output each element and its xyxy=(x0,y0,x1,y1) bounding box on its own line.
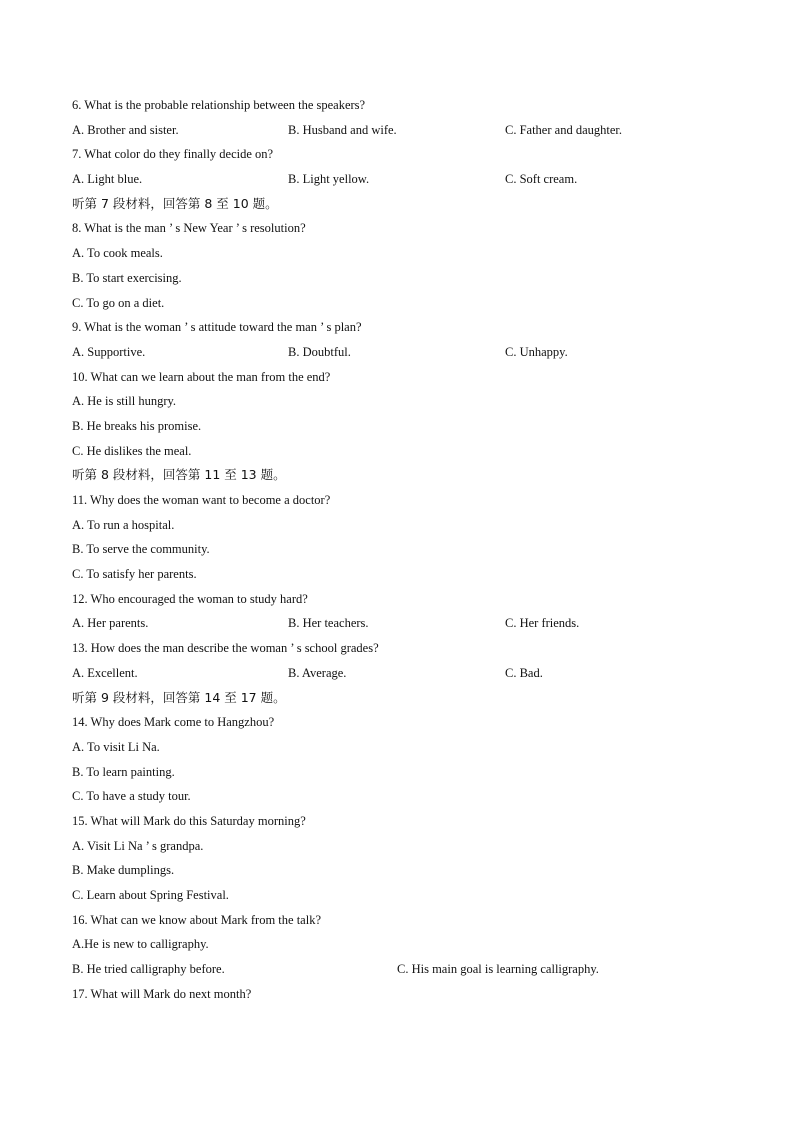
options-row xyxy=(72,340,752,365)
option-a: A. Light blue. xyxy=(72,172,143,187)
question-line: A. To cook meals. xyxy=(72,246,163,261)
question-line: C. To go on a diet. xyxy=(72,295,165,310)
question-line: 16. What can we know about Mark from the talk? xyxy=(72,912,321,927)
options-row xyxy=(72,611,752,636)
document-page xyxy=(72,93,752,1006)
option-c: C. Father and daughter. xyxy=(505,122,622,137)
question-line: B. To learn painting. xyxy=(72,764,175,779)
option-b: C. His main goal is learning calligraphy. xyxy=(397,962,599,977)
question-line: B. To serve the community. xyxy=(72,542,210,557)
question-line: 15. What will Mark do this Saturday morning? xyxy=(72,813,306,828)
question-line: 9. What is the woman ’ s attitude toward the man ’ s plan? xyxy=(72,320,362,335)
option-c: C. Unhappy. xyxy=(505,344,568,359)
question-line: 11. Why does the woman want to become a doctor? xyxy=(72,493,331,507)
section-instruction: 听第 9 段材料，回答第 14 至 17 题。 xyxy=(72,689,286,705)
options-row xyxy=(72,118,752,143)
question-line: A.He is new to calligraphy. xyxy=(72,937,209,952)
question-line: 10. What can we learn about the man from the end? xyxy=(72,369,331,384)
question-line: 17. What will Mark do next month? xyxy=(72,986,252,1001)
option-b: B. Average. xyxy=(288,665,347,680)
question-line: C. He dislikes the meal. xyxy=(72,443,192,458)
question-line: A. He is still hungry. xyxy=(72,394,177,409)
question-line: 6. What is the probable relationship between the speakers? xyxy=(72,98,366,112)
options-row xyxy=(72,167,752,192)
question-line: 12. Who encouraged the woman to study hard? xyxy=(72,591,308,606)
option-b: B. Doubtful. xyxy=(288,344,351,359)
question-line: C. To satisfy her parents. xyxy=(72,567,197,582)
option-a: A. Excellent. xyxy=(72,665,138,680)
option-c: C. Soft cream. xyxy=(505,172,578,187)
option-c: C. Bad. xyxy=(505,665,543,680)
question-line: C. To have a study tour. xyxy=(72,789,191,804)
section-instruction: 听第 7 段材料，回答第 8 至 10 题。 xyxy=(72,195,278,211)
option-a: A. Brother and sister. xyxy=(72,122,179,137)
option-a: B. He tried calligraphy before. xyxy=(72,962,225,977)
option-b: B. Husband and wife. xyxy=(288,122,397,137)
options-row xyxy=(72,957,752,982)
question-line: 13. How does the man describe the woman ’ s school grades? xyxy=(72,641,379,656)
question-line: 8. What is the man ’ s New Year ’ s resolution? xyxy=(72,221,306,236)
question-line: B. He breaks his promise. xyxy=(72,418,202,433)
question-line: B. Make dumplings. xyxy=(72,863,175,878)
options-row xyxy=(72,661,752,686)
option-b: B. Her teachers. xyxy=(288,616,369,631)
section-instruction: 听第 8 段材料，回答第 11 至 13 题。 xyxy=(72,467,286,483)
question-line: A. Visit Li Na ’ s grandpa. xyxy=(72,838,204,853)
option-a: A. Her parents. xyxy=(72,616,149,631)
question-line: B. To start exercising. xyxy=(72,270,182,285)
option-b: B. Light yellow. xyxy=(288,172,370,187)
option-c: C. Her friends. xyxy=(505,616,580,631)
question-line: 7. What color do they finally decide on? xyxy=(72,147,274,162)
question-line: 14. Why does Mark come to Hangzhou? xyxy=(72,715,275,730)
question-line: A. To visit Li Na. xyxy=(72,739,160,754)
question-line: C. Learn about Spring Festival. xyxy=(72,888,229,902)
option-a: A. Supportive. xyxy=(72,344,146,359)
question-line: A. To run a hospital. xyxy=(72,517,175,532)
